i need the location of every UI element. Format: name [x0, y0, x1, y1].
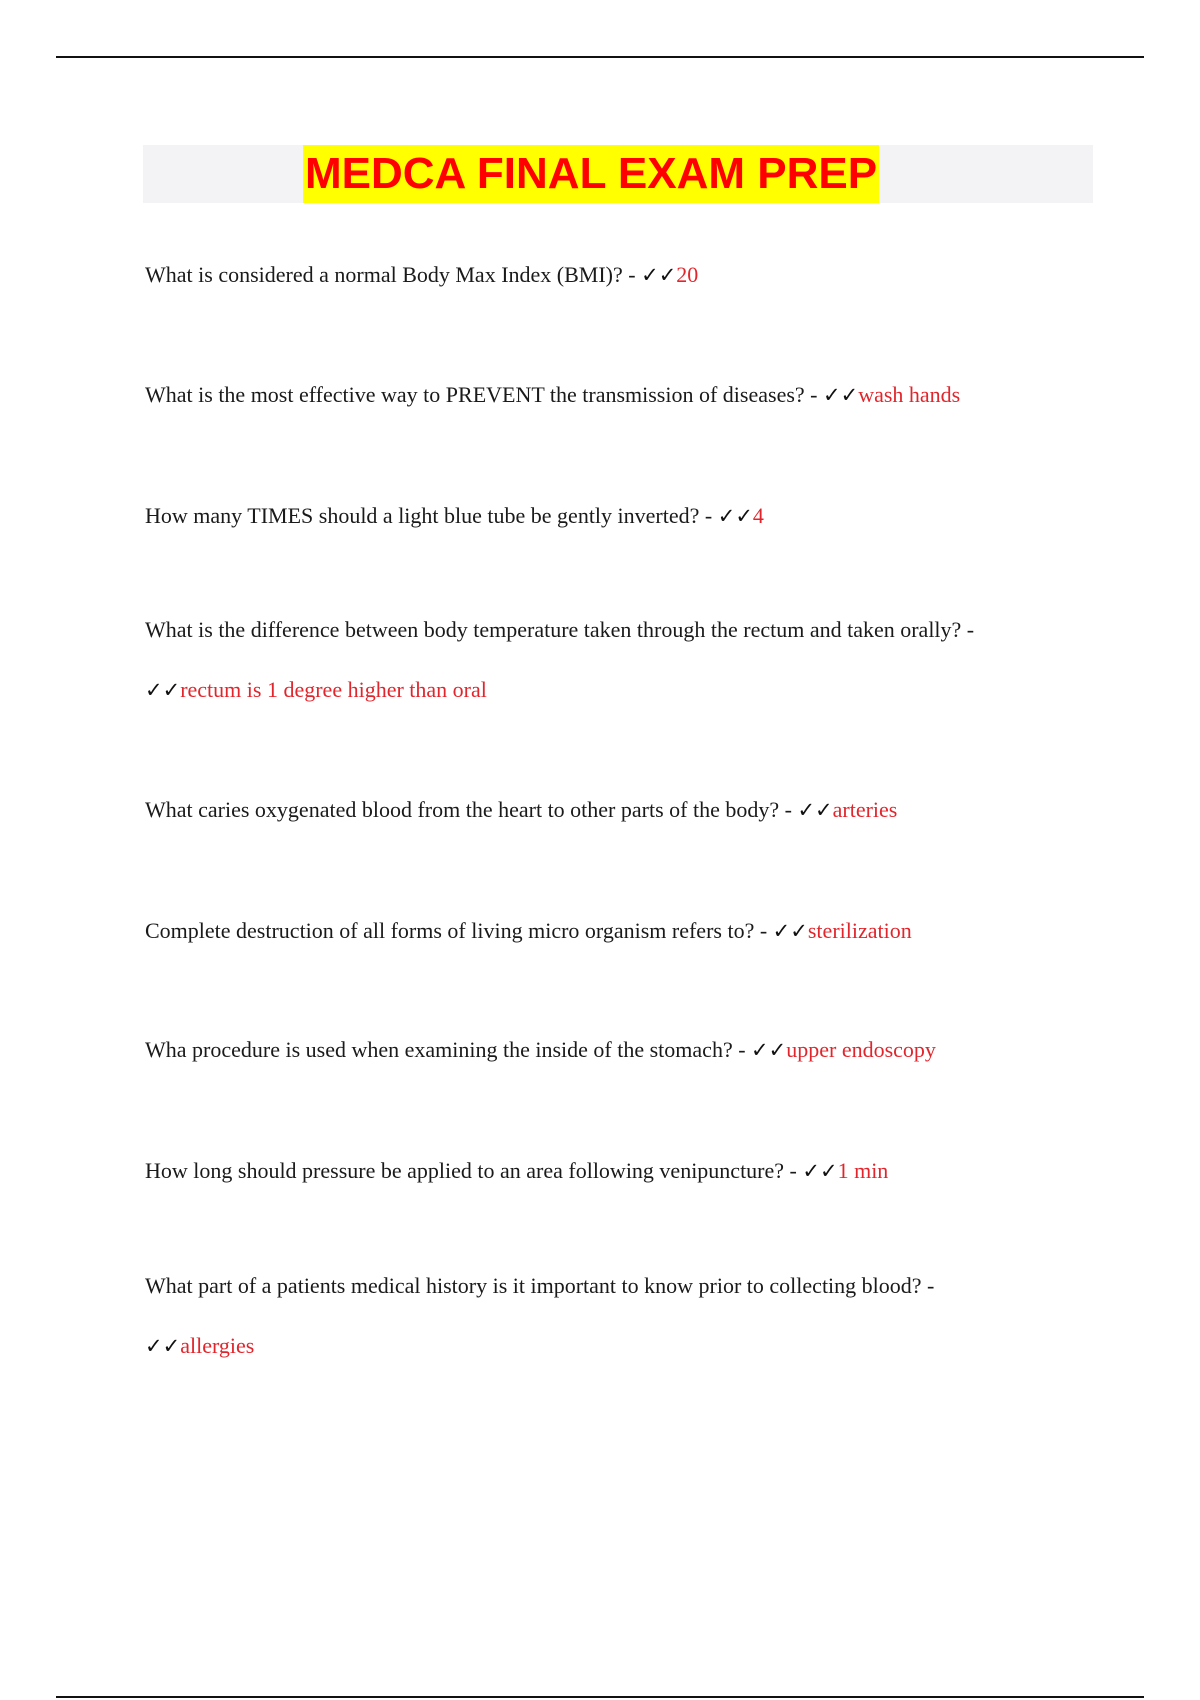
qa-line: [145, 245, 1075, 305]
header-rule: [56, 56, 1144, 58]
question-text: How many TIMES should a light blue tube be gently inverted? -: [145, 503, 718, 528]
answer-text: 20: [676, 262, 699, 287]
qa-line: [145, 486, 1075, 546]
double-check-icon: ✓✓: [751, 1038, 787, 1062]
double-check-icon: ✓✓: [145, 1334, 181, 1358]
answer-text: sterilization: [807, 918, 912, 943]
qa-line: [145, 901, 1075, 961]
qa-line: [145, 1141, 1075, 1201]
double-check-icon: ✓✓: [717, 504, 753, 528]
qa-line: [145, 660, 1075, 720]
double-check-icon: ✓✓: [145, 678, 181, 702]
qa-line: [145, 780, 1075, 840]
page-title: MEDCA FINAL EXAM PREP: [303, 145, 879, 203]
question-text: What is the difference between body temperature taken through the rectum and taken orally? -: [145, 617, 975, 642]
answer-text: rectum is 1 degree higher than oral: [180, 677, 487, 702]
answer-text: upper endoscopy: [786, 1037, 936, 1062]
qa-item: [145, 486, 1075, 546]
qa-item: [145, 901, 1075, 961]
qa-item: [145, 600, 1075, 720]
qa-item: [145, 245, 1075, 305]
question-text: Complete destruction of all forms of living micro organism refers to? -: [145, 918, 773, 943]
question-text: What part of a patients medical history is it important to know prior to collecting blood? -: [145, 1273, 935, 1298]
qa-line: [145, 1020, 1075, 1080]
double-check-icon: ✓✓: [772, 919, 808, 943]
answer-text: allergies: [180, 1333, 255, 1358]
qa-item: [145, 1256, 1075, 1376]
qa-line: [145, 365, 1075, 425]
question-text: What caries oxygenated blood from the heart to other parts of the body? -: [145, 797, 798, 822]
question-text: Wha procedure is used when examining the inside of the stomach? -: [145, 1037, 752, 1062]
answer-text: wash hands: [858, 382, 961, 407]
qa-line: [145, 1316, 1075, 1376]
double-check-icon: ✓✓: [802, 1159, 838, 1183]
answer-text: 4: [752, 503, 764, 528]
qa-line: [145, 1256, 1075, 1316]
qa-item: [145, 780, 1075, 840]
double-check-icon: ✓✓: [641, 263, 677, 287]
qa-item: [145, 365, 1075, 425]
question-text: What is the most effective way to PREVENT the transmission of diseases? -: [145, 382, 823, 407]
qa-line: [145, 600, 1075, 660]
qa-item: [145, 1020, 1075, 1080]
question-text: How long should pressure be applied to an area following venipuncture? -: [145, 1158, 803, 1183]
double-check-icon: ✓✓: [823, 383, 859, 407]
answer-text: 1 min: [837, 1158, 889, 1183]
answer-text: arteries: [832, 797, 898, 822]
footer-rule: [56, 1696, 1144, 1698]
question-text: What is considered a normal Body Max Index (BMI)? -: [145, 262, 642, 287]
double-check-icon: ✓✓: [797, 798, 833, 822]
qa-item: [145, 1141, 1075, 1201]
